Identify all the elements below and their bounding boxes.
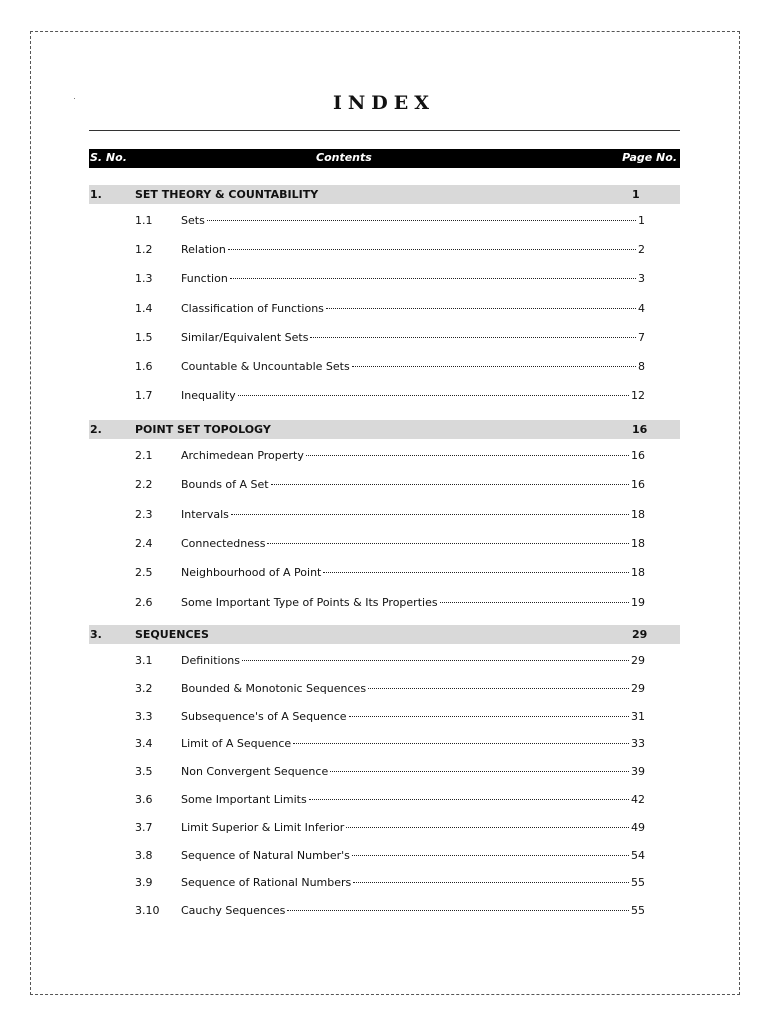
entry-title: Neighbourhood of A Point xyxy=(181,566,322,580)
entry-line xyxy=(181,478,645,491)
table-header xyxy=(89,149,680,168)
entry-title: Sets xyxy=(181,214,205,227)
entry-title: Limit Superior & Limit Inferior xyxy=(181,820,345,834)
section-number: 3. xyxy=(90,628,102,641)
entry-page: 18 xyxy=(631,507,645,521)
entry-number: 3.9 xyxy=(135,876,153,890)
dot-leader xyxy=(306,455,629,456)
entry-title: Sequence of Natural Number's xyxy=(181,848,350,862)
section-row xyxy=(89,185,680,204)
entry-title: Subsequence's of A Sequence xyxy=(181,709,347,723)
entry-title: Connectedness xyxy=(181,536,266,550)
dot-leader xyxy=(349,716,629,717)
entry-number: 3.6 xyxy=(135,793,153,806)
entry-page: 16 xyxy=(631,478,645,492)
entry-title: Definitions xyxy=(181,654,240,667)
entry-line xyxy=(181,566,645,579)
dot-leader xyxy=(228,249,636,250)
entry-title: Relation xyxy=(181,243,226,257)
entry-number: 3.8 xyxy=(135,848,153,862)
entry-number: 2.1 xyxy=(135,449,153,462)
header-sno: S. No. xyxy=(90,151,127,164)
entry-page: 12 xyxy=(631,389,645,403)
entry-page: 8 xyxy=(638,360,645,373)
toc-entry xyxy=(135,565,645,583)
entry-line xyxy=(181,876,645,889)
entry-page: 55 xyxy=(631,904,645,918)
entry-number: 2.4 xyxy=(135,536,153,550)
entry-line xyxy=(181,821,645,834)
entry-page: 1 xyxy=(638,214,645,227)
entry-number: 1.1 xyxy=(135,214,153,227)
entry-line xyxy=(181,331,645,344)
entry-number: 2.6 xyxy=(135,595,153,609)
entry-title: Function xyxy=(181,272,228,286)
section-number: 2. xyxy=(90,423,102,436)
entry-line xyxy=(181,904,645,917)
entry-title: Non Convergent Sequence xyxy=(181,765,329,779)
section-row xyxy=(89,420,680,439)
entry-title: Classification of Functions xyxy=(181,301,324,315)
toc-entry xyxy=(135,213,645,231)
entry-title: Some Important Limits xyxy=(181,793,307,806)
dot-leader xyxy=(238,395,629,396)
header-page-no: Page No. xyxy=(622,151,677,164)
entry-page: 18 xyxy=(631,536,645,550)
toc-entry xyxy=(135,536,645,554)
entry-page: 29 xyxy=(631,681,645,695)
toc-entry xyxy=(135,388,645,406)
section-title: POINT SET TOPOLOGY xyxy=(135,423,271,436)
entry-number: 1.5 xyxy=(135,330,153,344)
dot-leader xyxy=(352,366,636,367)
entry-page: 3 xyxy=(638,272,645,286)
entry-number: 2.5 xyxy=(135,566,153,580)
entry-title: Cauchy Sequences xyxy=(181,904,286,918)
dot-leader xyxy=(242,660,629,661)
section-page: 16 xyxy=(632,423,648,436)
entry-title: Sequence of Rational Numbers xyxy=(181,876,352,890)
toc-entry xyxy=(135,507,645,525)
toc-entry xyxy=(135,875,645,893)
dot-leader xyxy=(346,827,629,828)
dot-leader xyxy=(207,220,636,221)
entry-title: Intervals xyxy=(181,507,229,521)
toc-entry xyxy=(135,792,645,810)
entry-number: 1.3 xyxy=(135,272,153,286)
entry-line xyxy=(181,272,645,285)
entry-line xyxy=(181,765,645,778)
section-number: 1. xyxy=(90,188,102,201)
section-title: SET THEORY & COUNTABILITY xyxy=(135,188,319,201)
dot-leader xyxy=(309,799,629,800)
page-title: INDEX xyxy=(333,92,435,114)
toc-entry xyxy=(135,764,645,782)
toc-entry xyxy=(135,271,645,289)
section-title: SEQUENCES xyxy=(135,628,209,641)
toc-entry xyxy=(135,681,645,699)
toc-entry xyxy=(135,903,645,921)
title-rule xyxy=(89,130,680,131)
dot-leader xyxy=(230,278,636,279)
entry-line xyxy=(181,360,645,373)
dot-leader xyxy=(440,602,629,603)
toc-entry xyxy=(135,595,645,613)
entry-line xyxy=(181,508,645,521)
entry-title: Inequality xyxy=(181,389,236,403)
entry-line xyxy=(181,449,645,462)
entry-number: 3.10 xyxy=(135,904,160,918)
dot-leader xyxy=(287,910,629,911)
entry-line xyxy=(181,302,645,315)
dot-leader xyxy=(271,484,629,485)
entry-line xyxy=(181,849,645,862)
entry-number: 3.3 xyxy=(135,709,153,723)
dot-leader xyxy=(326,308,636,309)
entry-page: 49 xyxy=(631,820,645,834)
entry-line xyxy=(181,654,645,667)
entry-line xyxy=(181,243,645,256)
toc-entry xyxy=(135,820,645,838)
entry-line xyxy=(181,596,645,609)
entry-number: 3.1 xyxy=(135,654,153,667)
entry-page: 7 xyxy=(638,330,645,344)
toc-entry xyxy=(135,653,645,671)
entry-line xyxy=(181,682,645,695)
dot-leader xyxy=(323,572,629,573)
entry-number: 2.3 xyxy=(135,507,153,521)
entry-line xyxy=(181,710,645,723)
toc-entry xyxy=(135,736,645,754)
entry-title: Limit of A Sequence xyxy=(181,737,292,751)
section-page: 29 xyxy=(632,628,648,641)
entry-page: 29 xyxy=(631,654,645,667)
toc-entry xyxy=(135,848,645,866)
dot-leader xyxy=(231,514,629,515)
entry-page: 18 xyxy=(631,566,645,580)
entry-title: Archimedean Property xyxy=(181,449,304,462)
dot-leader xyxy=(352,855,629,856)
entry-number: 3.7 xyxy=(135,820,153,834)
dot-leader xyxy=(353,882,629,883)
entry-page: 31 xyxy=(631,709,645,723)
toc-entry xyxy=(135,242,645,260)
dot-leader xyxy=(330,771,629,772)
toc-entry xyxy=(135,330,645,348)
entry-title: Similar/Equivalent Sets xyxy=(181,330,309,344)
entry-page: 55 xyxy=(631,876,645,890)
entry-page: 42 xyxy=(631,793,645,806)
entry-page: 16 xyxy=(631,449,645,462)
entry-page: 33 xyxy=(631,737,645,751)
entry-line xyxy=(181,389,645,402)
entry-line xyxy=(181,737,645,750)
toc-entry xyxy=(135,448,645,466)
header-contents: Contents xyxy=(316,151,372,164)
toc-entry xyxy=(135,301,645,319)
toc-entry xyxy=(135,709,645,727)
entry-title: Bounds of A Set xyxy=(181,478,269,492)
entry-line xyxy=(181,214,645,227)
toc-entry xyxy=(135,359,645,377)
entry-number: 1.4 xyxy=(135,301,153,315)
section-row xyxy=(89,625,680,644)
entry-page: 19 xyxy=(631,595,645,609)
entry-page: 2 xyxy=(638,243,645,257)
entry-title: Countable & Uncountable Sets xyxy=(181,360,350,373)
entry-number: 3.2 xyxy=(135,681,153,695)
dot-leader xyxy=(368,688,629,689)
entry-number: 1.7 xyxy=(135,389,153,403)
entry-page: 4 xyxy=(638,301,645,315)
entry-title: Bounded & Monotonic Sequences xyxy=(181,681,367,695)
dot-leader xyxy=(310,337,636,338)
entry-line xyxy=(181,793,645,806)
entry-number: 3.4 xyxy=(135,737,153,751)
entry-page: 54 xyxy=(631,848,645,862)
section-page: 1 xyxy=(632,188,640,201)
dot-leader xyxy=(267,543,629,544)
entry-line xyxy=(181,537,645,550)
entry-number: 2.2 xyxy=(135,478,153,492)
entry-number: 3.5 xyxy=(135,765,153,779)
entry-number: 1.2 xyxy=(135,243,153,257)
entry-page: 39 xyxy=(631,765,645,779)
entry-title: Some Important Type of Points & Its Properties xyxy=(181,595,438,609)
toc-entry xyxy=(135,477,645,495)
entry-number: 1.6 xyxy=(135,360,153,373)
dot-leader xyxy=(293,743,629,744)
